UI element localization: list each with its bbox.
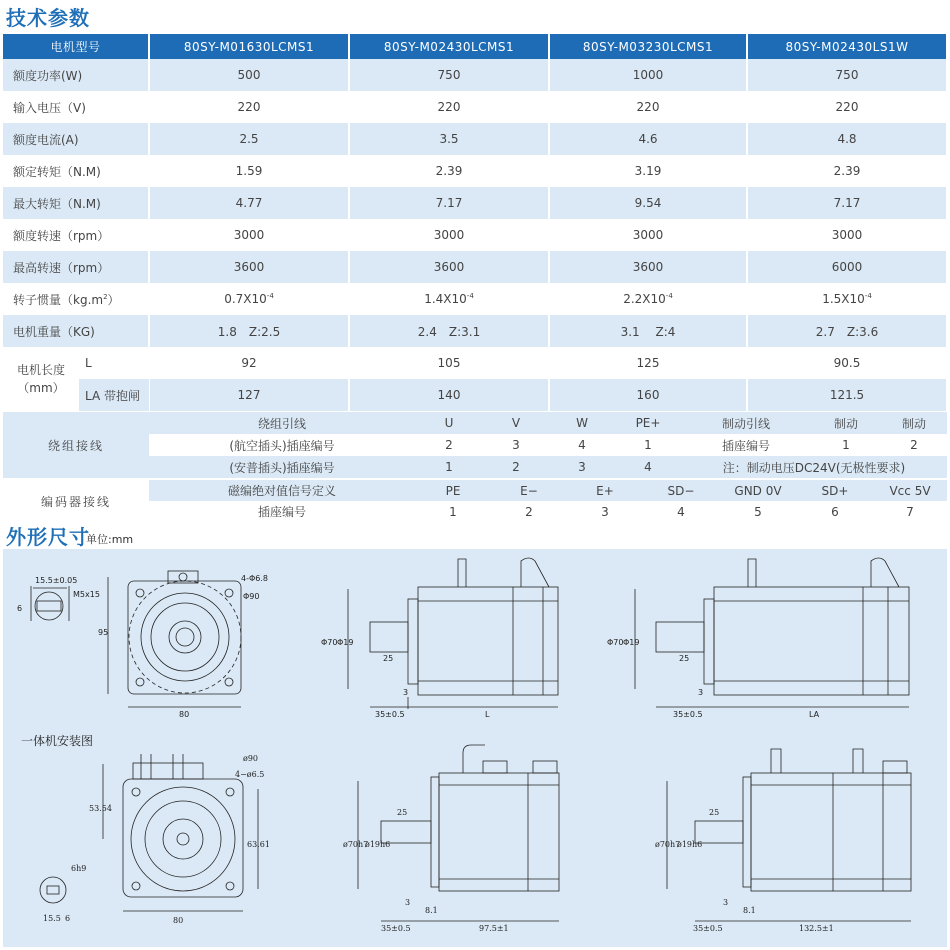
row-label: 最高转速（rpm） [3, 251, 149, 283]
header-cell: 80SY-M02430LS1W [747, 34, 947, 59]
dim-label: ø19h6 [365, 840, 391, 849]
table-row [3, 59, 947, 91]
dim-label: ø90 [243, 754, 258, 763]
cell: 3000 [349, 219, 549, 251]
integrated-flange-view [40, 754, 258, 911]
cell: 92 [149, 347, 349, 379]
cell: 2.7 Z:3.6 [747, 315, 947, 347]
cell: 4 [615, 456, 681, 478]
cell: GND 0V [719, 480, 797, 501]
cell: 7.17 [349, 187, 549, 219]
cell: 2.39 [349, 155, 549, 187]
cell: PE+ [615, 412, 681, 434]
cell: 2 [881, 434, 947, 456]
dimension-drawing-panel [3, 549, 947, 947]
dim-label: 63.61 [247, 840, 270, 849]
dim-label: 35±0.5 [381, 924, 411, 933]
row-label: 额度转速（rpm） [3, 219, 149, 251]
cell: 2.5 [149, 123, 349, 155]
cell: 1000 [549, 59, 747, 91]
row-label: 额定转矩（N.M) [3, 155, 149, 187]
cell: 220 [149, 91, 349, 123]
cell: U [415, 412, 483, 434]
cell: $2.2X10^{-4}$ [549, 283, 747, 315]
dim-label: 95 [98, 628, 109, 637]
header-cell: 80SY-M01630LCMS1 [149, 34, 349, 59]
encoder-label: 编码器接线 [3, 480, 149, 522]
cell: 3600 [349, 251, 549, 283]
table-row [3, 283, 947, 315]
length-sub-label: LA 带抱闸 [79, 379, 149, 411]
cell: 7.17 [747, 187, 947, 219]
cell: 6000 [747, 251, 947, 283]
cell: 121.5 [747, 379, 947, 411]
dim-label: 8.1 [425, 906, 438, 915]
row-label: 转子惯量$(kg.m^2)$ [3, 283, 149, 315]
cell: 磁编绝对值信号定义 [149, 480, 415, 501]
dim-label: L [485, 710, 490, 719]
cell: 3600 [149, 251, 349, 283]
cell: 6 [797, 501, 873, 522]
cell: 插座编号 [681, 434, 811, 456]
cell: 220 [747, 91, 947, 123]
cell: 1 [415, 456, 483, 478]
cell: 3 [549, 456, 615, 478]
length-label [3, 347, 149, 411]
table-row [3, 412, 947, 434]
cell: 1 [415, 501, 491, 522]
dim-label: 3 [405, 898, 411, 907]
cell: 3.1 Z:4 [549, 315, 747, 347]
dim-label: 132.5±1 [799, 924, 834, 933]
table-row [3, 187, 947, 219]
integrated-side-view-1 [358, 745, 559, 921]
cell: 90.5 [747, 347, 947, 379]
dim-label: 6 [17, 604, 23, 613]
cell: 2.4 Z:3.1 [349, 315, 549, 347]
cell: 制动 [881, 412, 947, 434]
cell: 3000 [149, 219, 349, 251]
technical-drawings [3, 549, 947, 947]
dim-label: Φ19 [623, 638, 640, 647]
cell: 5 [719, 501, 797, 522]
row-label: 电机重量（KG) [3, 315, 149, 347]
spec-section-title: 技术参数 [6, 6, 90, 30]
cell: (航空插头)插座编号 [149, 434, 415, 456]
dim-label: 35±0.5 [375, 710, 405, 719]
cell: 2 [483, 456, 549, 478]
cell: 2 [415, 434, 483, 456]
motor-side-view-L [348, 558, 558, 709]
cell: 4.77 [149, 187, 349, 219]
cell: SD− [643, 480, 719, 501]
dimension-section-title: 外形尺寸 [6, 525, 90, 549]
cell: 1 [615, 434, 681, 456]
dim-label: M5x15 [73, 590, 100, 599]
winding-label: 绕组接线 [3, 412, 149, 478]
motor-side-view-LA [635, 558, 909, 707]
cell: 制动引线 [681, 412, 811, 434]
cell: SD+ [797, 480, 873, 501]
cell: 750 [349, 59, 549, 91]
cell: 105 [349, 347, 549, 379]
dim-label: LA [809, 710, 820, 719]
header-cell: 80SY-M03230LCMS1 [549, 34, 747, 59]
cell: $0.7X10^{-4}$ [149, 283, 349, 315]
dim-label: Φ70 [321, 638, 338, 647]
shaft-key-detail [31, 586, 69, 621]
dim-label: 15.5±0.05 [35, 576, 78, 585]
row-label: 额度功率(W) [3, 59, 149, 91]
dim-label: Φ90 [243, 592, 260, 601]
cell: 3.5 [349, 123, 549, 155]
cell: 220 [349, 91, 549, 123]
cell: 3000 [747, 219, 947, 251]
flange-front-view [108, 571, 241, 707]
dim-label: 3 [723, 898, 729, 907]
dim-label: Φ19 [337, 638, 354, 647]
cell: 220 [549, 91, 747, 123]
cell: (安普插头)插座编号 [149, 456, 415, 478]
cell: 3 [483, 434, 549, 456]
table-row [3, 251, 947, 283]
table-row [3, 219, 947, 251]
cell: 7 [873, 501, 947, 522]
table-row [3, 123, 947, 155]
dim-label: 25 [383, 654, 394, 663]
cell: 3600 [549, 251, 747, 283]
cell: $1.4X10^{-4}$ [349, 283, 549, 315]
row-label: 额度电流(A) [3, 123, 149, 155]
table-row [3, 315, 947, 347]
dim-label: 35±0.5 [693, 924, 723, 933]
header-cell: 电机型号 [3, 34, 149, 59]
brake-note: 注：制动电压DC24V(无极性要求) [681, 456, 947, 478]
cell: 4.6 [549, 123, 747, 155]
dim-label: ø70h7 [655, 840, 681, 849]
cell: 插座编号 [149, 501, 415, 522]
cell: 4 [643, 501, 719, 522]
dim-label: 4-Φ6.8 [241, 574, 268, 583]
encoder-table [3, 480, 947, 522]
dim-label: 8.1 [743, 906, 756, 915]
cell: 4 [549, 434, 615, 456]
table-row [3, 155, 947, 187]
dim-label: 35±0.5 [673, 710, 703, 719]
table-row [3, 347, 947, 379]
integrated-side-view-2 [667, 749, 911, 921]
cell: 1.59 [149, 155, 349, 187]
dim-label: 15.5 [43, 914, 61, 923]
cell: 127 [149, 379, 349, 411]
length-sub-label: L [79, 347, 149, 379]
cell: 3 [567, 501, 643, 522]
table-row [3, 91, 947, 123]
cell: 125 [549, 347, 747, 379]
cell: 2.39 [747, 155, 947, 187]
dim-label: 80 [179, 710, 190, 719]
cell: 绕组引线 [149, 412, 415, 434]
dim-label: 80 [173, 916, 184, 925]
dim-label: 6 [65, 914, 71, 923]
cell: $1.5X10^{-4}$ [747, 283, 947, 315]
cell: PE [415, 480, 491, 501]
winding-table [3, 412, 947, 478]
dim-label: 3 [698, 688, 704, 697]
dim-label: 25 [679, 654, 690, 663]
cell: 4.8 [747, 123, 947, 155]
cell: 3.19 [549, 155, 747, 187]
cell: 1 [811, 434, 881, 456]
length-label-text: 电机长度（mm） [3, 347, 79, 411]
cell: 750 [747, 59, 947, 91]
integrated-install-title: 一体机安装图 [21, 734, 94, 748]
dim-label: 25 [709, 808, 720, 817]
dim-label: 3 [403, 688, 409, 697]
dim-label: Φ70 [607, 638, 624, 647]
spec-header-row [3, 34, 947, 59]
cell: 2 [491, 501, 567, 522]
cell: W [549, 412, 615, 434]
spec-table [3, 34, 948, 411]
cell: E+ [567, 480, 643, 501]
cell: E− [491, 480, 567, 501]
dim-label: 53.54 [89, 804, 112, 813]
dim-label: ø70h7 [343, 840, 369, 849]
cell: 140 [349, 379, 549, 411]
dim-label: 97.5±1 [479, 924, 509, 933]
cell: 制动 [811, 412, 881, 434]
row-label: 最大转矩（N.M) [3, 187, 149, 219]
dim-label: 6h9 [71, 864, 87, 873]
unit-note: 单位:mm [86, 533, 134, 546]
dim-label: 4−ø6.5 [235, 770, 265, 779]
cell: 9.54 [549, 187, 747, 219]
cell: 3000 [549, 219, 747, 251]
cell: 1.8 Z:2.5 [149, 315, 349, 347]
cell: 500 [149, 59, 349, 91]
cell: V [483, 412, 549, 434]
cell: Vcc 5V [873, 480, 947, 501]
dim-label: ø19h6 [677, 840, 703, 849]
header-cell: 80SY-M02430LCMS1 [349, 34, 549, 59]
table-row [3, 480, 947, 501]
cell: 160 [549, 379, 747, 411]
dim-label: 25 [397, 808, 408, 817]
row-label: 输入电压（V) [3, 91, 149, 123]
